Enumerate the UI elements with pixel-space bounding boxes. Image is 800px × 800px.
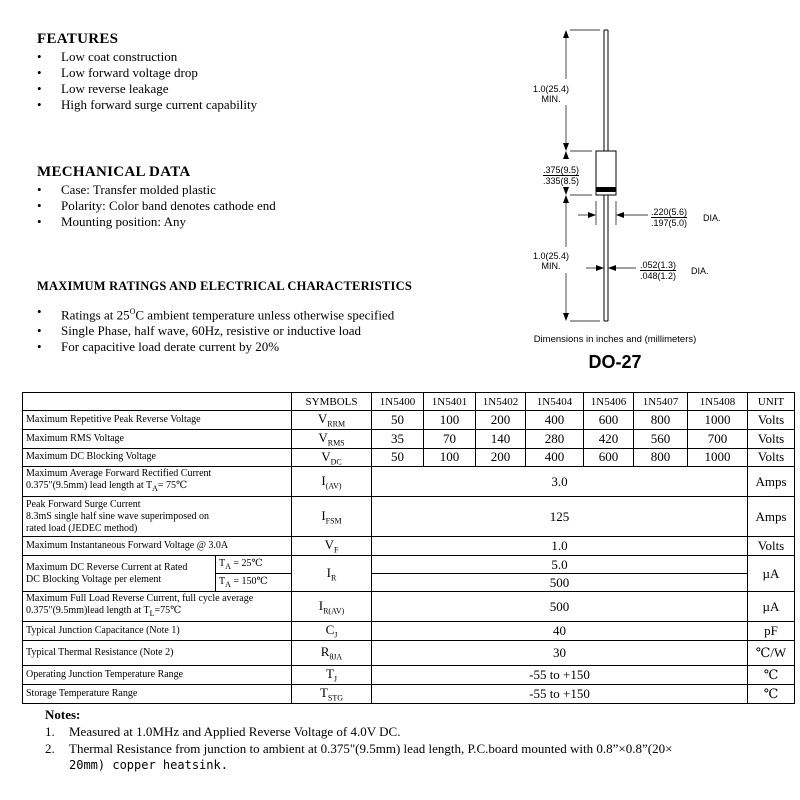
symbol: T xyxy=(325,666,334,682)
dim-text: .048(1.2) xyxy=(640,271,677,281)
value-cell: 70 xyxy=(424,430,476,449)
diagram-caption: Dimensions in inches and (millimeters) xyxy=(533,334,697,345)
notes-title: Notes: xyxy=(45,707,81,722)
value-cell: 200 xyxy=(476,411,526,430)
param-line: Maximum Full Load Reverse Current, full cycle average xyxy=(26,593,254,605)
symbol-cell xyxy=(292,592,372,622)
list-item: • Case: Transfer molded plastic xyxy=(37,182,276,198)
dim-text: MIN. xyxy=(541,94,561,104)
value-cell: 280 xyxy=(526,430,584,449)
symbol-cell xyxy=(292,497,372,537)
value-cell: 400 xyxy=(526,411,584,430)
param-label xyxy=(23,592,292,622)
symbol: I xyxy=(318,597,324,613)
symbol-cell xyxy=(292,556,372,592)
param-text: = 75℃ xyxy=(157,480,188,492)
header-part: 1N5408 xyxy=(688,393,748,411)
condition-cell xyxy=(216,574,292,592)
symbol-sub: R(AV) xyxy=(323,606,345,616)
note-text: Thermal Resistance from junction to ambient at 0.375"(9.5mm) lead length, P.C.board mounted with 0.8”×0.8”(20× xyxy=(69,741,673,756)
value-cell: 50 xyxy=(372,448,424,467)
param-line xyxy=(26,605,288,620)
symbol-cell xyxy=(292,467,372,497)
unit-cell: µA xyxy=(748,556,795,592)
cond-sub: A xyxy=(225,562,231,572)
ratings-table xyxy=(22,392,795,704)
table-row xyxy=(23,666,795,685)
symbol-sub: R xyxy=(331,573,337,583)
value-cell: 3.0 xyxy=(372,467,748,497)
list-item: • Mounting position: Any xyxy=(37,214,276,230)
header-unit: UNIT xyxy=(748,393,795,411)
symbol: V xyxy=(321,448,331,464)
value-cell: 500 xyxy=(372,592,748,622)
param-line: rated load (JEDEC method) xyxy=(26,522,138,534)
dim-lead-diameter xyxy=(640,260,676,281)
symbol: V xyxy=(318,430,328,445)
ratings-text: C ambient temperature unless otherwise specified xyxy=(135,307,395,323)
unit-cell: µA xyxy=(748,592,795,622)
param-line xyxy=(26,480,288,495)
param-label xyxy=(23,556,216,592)
param-label: Operating Junction Temperature Range xyxy=(23,666,292,685)
symbol-cell xyxy=(292,666,372,685)
value-cell: 140 xyxy=(476,430,526,449)
list-item: • Low forward voltage drop xyxy=(37,65,257,81)
value-cell: 200 xyxy=(476,448,526,467)
cond-text: = 25℃ xyxy=(230,558,263,570)
param-line: 8.3mS single half sine wave superimposed on xyxy=(26,510,210,522)
value-cell: -55 to +150 xyxy=(372,685,748,704)
param-label: Maximum DC Blocking Voltage xyxy=(23,448,292,467)
table-header-row xyxy=(23,393,795,411)
table-row xyxy=(23,592,795,622)
dim-lead-bottom xyxy=(531,251,571,271)
param-sub: A xyxy=(152,484,158,494)
package-name: DO-27 xyxy=(588,352,642,372)
cond-text: T xyxy=(219,558,226,570)
dim-text: .375(9.5) xyxy=(543,165,580,175)
value-cell: 5.0 xyxy=(372,556,748,574)
symbol: I xyxy=(321,507,326,523)
value-cell: 1000 xyxy=(688,411,748,430)
list-item: • Polarity: Color band denotes cathode end xyxy=(37,198,276,214)
param-text: 0.375"(9.5mm) lead length at T xyxy=(26,480,153,492)
dim-body-length xyxy=(543,165,579,186)
symbol: V xyxy=(324,537,334,553)
param-label: Storage Temperature Range xyxy=(23,685,292,704)
table-row xyxy=(23,685,795,704)
dim-body-diameter-suffix: DIA. xyxy=(703,213,721,223)
note-number: 2. xyxy=(45,741,55,756)
param-label: Typical Thermal Resistance (Note 2) xyxy=(23,641,292,666)
unit-cell: Volts xyxy=(748,448,795,467)
value-cell: 1000 xyxy=(688,448,748,467)
param-line: Peak Forward Surge Current xyxy=(26,498,141,510)
dim-lead-top xyxy=(531,84,571,104)
header-part: 1N5401 xyxy=(424,393,476,411)
list-item: • Low reverse leakage xyxy=(37,81,257,97)
symbol-cell xyxy=(292,685,372,704)
header-part: 1N5406 xyxy=(584,393,634,411)
value-cell: 50 xyxy=(372,411,424,430)
value-cell: 560 xyxy=(634,430,688,449)
ratings-text: Ratings at 25 xyxy=(61,307,130,323)
degree-sup: O xyxy=(129,307,136,316)
symbol-sub: J xyxy=(334,630,338,640)
symbol-sub: F xyxy=(333,545,339,555)
header-symbols: SYMBOLS xyxy=(292,393,372,411)
value-cell: 700 xyxy=(688,430,748,449)
header-part: 1N5407 xyxy=(634,393,688,411)
table-row xyxy=(23,467,795,497)
header-part: 1N5400 xyxy=(372,393,424,411)
symbol: I xyxy=(321,472,326,488)
note-2-cont: 20mm) copper heatsink. xyxy=(69,758,228,772)
symbol-sub: DC xyxy=(330,457,342,467)
param-sub: L xyxy=(149,609,155,619)
mechanical-title: MECHANICAL DATA xyxy=(37,164,191,180)
list-item: • Low coat construction xyxy=(37,49,257,65)
table-row xyxy=(23,430,795,449)
dim-text: 1.0(25.4) xyxy=(532,251,570,261)
value-cell: -55 to +150 xyxy=(372,666,748,685)
ratings-title: MAXIMUM RATINGS AND ELECTRICAL CHARACTERISTICS xyxy=(37,279,412,293)
header-part: 1N5404 xyxy=(526,393,584,411)
header-part: 1N5402 xyxy=(476,393,526,411)
param-label: Typical Junction Capacitance (Note 1) xyxy=(23,622,292,641)
cathode-band xyxy=(596,187,616,192)
dim-text: 1.0(25.4) xyxy=(532,84,570,94)
notes-section xyxy=(45,706,672,774)
symbol-cell xyxy=(292,641,372,666)
list-item: • High forward surge current capability xyxy=(37,97,257,113)
param-label xyxy=(23,497,292,537)
unit-cell: Amps xyxy=(748,497,795,537)
table-row xyxy=(23,622,795,641)
cond-text: T xyxy=(219,576,226,588)
value-cell: 800 xyxy=(634,448,688,467)
table-row xyxy=(23,497,795,537)
note-number: 1. xyxy=(45,724,55,739)
symbol-sub: FSM xyxy=(325,516,342,526)
value-cell: 600 xyxy=(584,448,634,467)
symbol-sub: RMS xyxy=(327,438,345,448)
symbol-cell xyxy=(292,622,372,641)
dim-text: .052(1.3) xyxy=(640,260,677,270)
header-param xyxy=(23,393,292,411)
symbol: I xyxy=(326,564,331,580)
cond-text: = 150℃ xyxy=(230,576,268,588)
value-cell: 35 xyxy=(372,430,424,449)
symbol-cell xyxy=(292,537,372,556)
value-cell: 1.0 xyxy=(372,537,748,556)
list-item xyxy=(37,304,394,323)
symbol-cell xyxy=(292,448,372,467)
note-1 xyxy=(45,723,672,740)
unit-cell: Amps xyxy=(748,467,795,497)
symbol-cell xyxy=(292,430,372,449)
unit-cell: ℃/W xyxy=(748,641,795,666)
unit-cell: Volts xyxy=(748,411,795,430)
table-row xyxy=(23,556,795,574)
param-label: Maximum RMS Voltage xyxy=(23,430,292,449)
param-line: DC Blocking Voltage per element xyxy=(26,573,162,585)
value-cell: 100 xyxy=(424,411,476,430)
note-text: Measured at 1.0MHz and Applied Reverse Voltage of 4.0V DC. xyxy=(69,724,401,739)
value-cell: 125 xyxy=(372,497,748,537)
param-text: 0.375"(9.5mm)lead length at T xyxy=(26,605,150,617)
param-text: =75℃ xyxy=(154,605,182,617)
unit-cell: ℃ xyxy=(748,685,795,704)
unit-cell: pF xyxy=(748,622,795,641)
dim-text: .220(5.6) xyxy=(651,207,688,217)
value-cell: 500 xyxy=(372,574,748,592)
dim-text: MIN. xyxy=(541,261,561,271)
unit-cell: Volts xyxy=(748,537,795,556)
ratings-list xyxy=(37,304,394,355)
param-label: Maximum Instantaneous Forward Voltage @ 3.0A xyxy=(23,537,292,556)
symbol: V xyxy=(317,411,328,427)
unit-cell: ℃ xyxy=(748,666,795,685)
unit-cell: Volts xyxy=(748,430,795,449)
features-title: FEATURES xyxy=(37,31,119,47)
param-label xyxy=(23,467,292,497)
note-2 xyxy=(45,740,672,757)
symbol-sub: θJA xyxy=(329,652,343,662)
dim-lead-diameter-suffix: DIA. xyxy=(691,266,709,276)
symbol: C xyxy=(325,622,335,638)
value-cell: 600 xyxy=(584,411,634,430)
features-list xyxy=(37,49,257,113)
dim-text: .335(8.5) xyxy=(543,176,580,186)
value-cell: 30 xyxy=(372,641,748,666)
value-cell: 420 xyxy=(584,430,634,449)
symbol-sub: J xyxy=(333,674,338,684)
table-row xyxy=(23,537,795,556)
symbol: R xyxy=(320,644,330,660)
symbol-sub: STG xyxy=(327,693,344,703)
symbol-sub: RRM xyxy=(327,419,346,429)
condition-cell xyxy=(216,556,292,574)
list-item: • Single Phase, half wave, 60Hz, resistive or inductive load xyxy=(37,323,394,339)
table-row xyxy=(23,448,795,467)
value-cell: 800 xyxy=(634,411,688,430)
dim-text: .197(5.0) xyxy=(651,218,688,228)
table-row xyxy=(23,641,795,666)
cond-sub: A xyxy=(225,580,231,590)
dim-body-diameter xyxy=(651,207,687,228)
symbol-cell xyxy=(292,411,372,430)
table-row xyxy=(23,411,795,430)
param-label: Maximum Repetitive Peak Reverse Voltage xyxy=(23,411,292,430)
list-item: • For capacitive load derate current by 20% xyxy=(37,339,394,355)
param-line: Maximum DC Reverse Current at Rated xyxy=(26,561,188,573)
value-cell: 40 xyxy=(372,622,748,641)
symbol: T xyxy=(319,685,328,701)
param-line: Maximum Average Forward Rectified Current xyxy=(26,468,212,480)
mechanical-list xyxy=(37,182,276,230)
value-cell: 400 xyxy=(526,448,584,467)
symbol-sub: (AV) xyxy=(325,481,342,491)
value-cell: 100 xyxy=(424,448,476,467)
